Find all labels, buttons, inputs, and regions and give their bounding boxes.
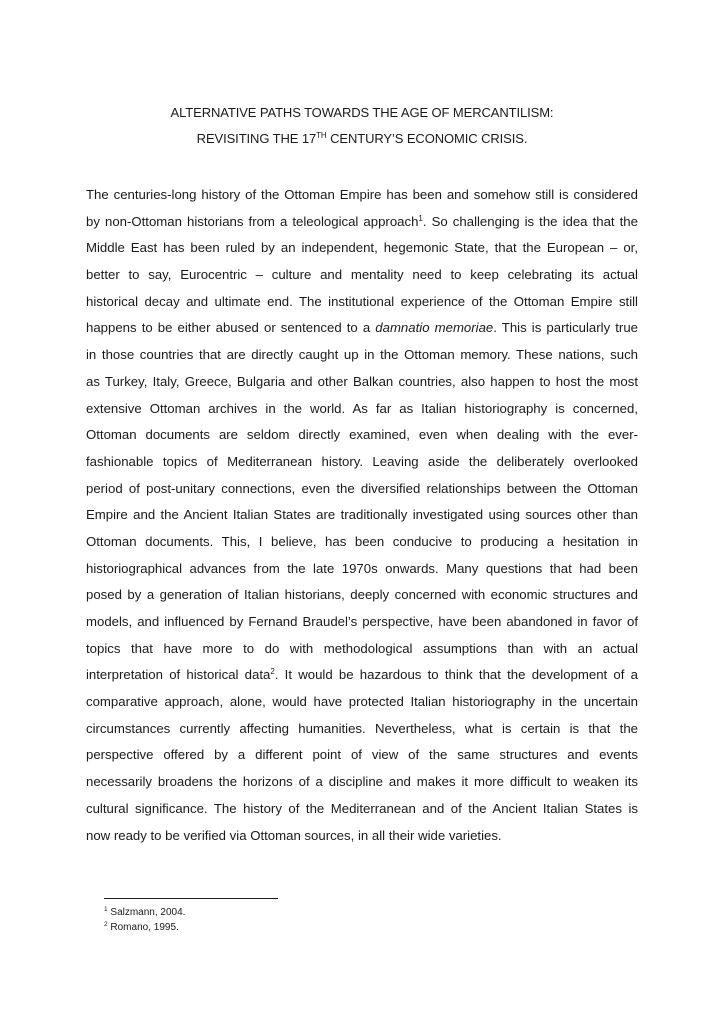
body-line: The centuries-long history of the Ottoman Empire has been and somehow still is considered — [86, 187, 638, 202]
body-line: as Turkey, Italy, Greece, Bulgaria and other Balkan countries, also happen to host the most — [86, 373, 638, 389]
footnote-ref-1[interactable]: 1 — [418, 213, 423, 223]
footnote-ref-2[interactable]: 2 — [270, 667, 275, 677]
body-line-text: by non-Ottoman historians from a teleological approach — [86, 213, 419, 229]
body-line-text: . So challenging is the idea that the — [422, 213, 638, 229]
body-line: Ottoman documents are seldom directly examined, even when dealing with the ever- — [86, 427, 638, 443]
body-line: posed by a generation of Italian historians, deeply concerned with economic structures and — [86, 587, 638, 603]
title-line-1: ALTERNATIVE PATHS TOWARDS THE AGE OF MERCANTILISM: — [170, 105, 554, 120]
body-line: necessarily broadens the horizons of a discipline and makes it more difficult to weaken its — [86, 774, 638, 790]
body-line — [86, 209, 638, 236]
body-line — [86, 315, 638, 342]
body-line: perspective offered by a different point of view of the same structures and events — [86, 747, 638, 763]
footnote-text: Salzmann, 2004. — [107, 907, 186, 918]
body-line: fashionable topics of Mediterranean history. Leaving aside the deliberately overlooked — [86, 453, 638, 469]
body-line: in those countries that are directly caught up in the Ottoman memory. These nations, such — [86, 347, 638, 363]
footnote-separator — [104, 898, 278, 899]
body-line: extensive Ottoman archives in the world. As far as Italian historiography is concerned, — [86, 400, 638, 416]
body-line-text: . It would be hazardous to think that the development of a — [274, 667, 638, 683]
body-line: Empire and the Ancient Italian States are traditionally investigated using sources other than — [86, 507, 638, 523]
title-superscript: TH — [316, 131, 327, 140]
body-line: topics that have more to do with methodological assumptions than with an actual — [86, 640, 638, 656]
footnote-text: Romano, 1995. — [107, 922, 179, 933]
body-line: now ready to be verified via Ottoman sources, in all their wide varieties. — [86, 827, 502, 843]
title-line-2-start: REVISITING THE 17 — [196, 131, 317, 146]
body-line-text: interpretation of historical data — [86, 667, 271, 683]
footnote-number: 2 — [104, 921, 108, 928]
body-line: cultural significance. The history of the Mediterranean and of the Ancient Italian States is — [86, 800, 638, 816]
body-line — [86, 662, 638, 689]
body-line: comparative approach, alone, would have protected Italian historiography in the uncertain — [86, 694, 638, 710]
italic-term: damnatio memoriae — [375, 320, 494, 336]
body-line-text: happens to be either abused or sentenced to a — [86, 320, 376, 336]
body-line: better to say, Eurocentric – culture and mentality need to keep celebrating its actual — [86, 267, 638, 283]
footnote-number: 1 — [104, 906, 108, 913]
body-line: Ottoman documents. This, I believe, has been conducive to producing a hesitation in — [86, 533, 638, 549]
footnote-1 — [104, 907, 185, 918]
body-paragraph — [86, 182, 638, 849]
body-line: circumstances currently affecting humanities. Nevertheless, what is certain is that the — [86, 720, 638, 736]
footnote-2 — [104, 922, 179, 933]
body-line: models, and influenced by Fernand Braudel’s perspective, have been abandoned in favor of — [86, 614, 638, 629]
body-line: period of post-unitary connections, even the diversified relationships between the Ottoman — [86, 480, 638, 496]
title-line-2-end: CENTURY’S ECONOMIC CRISIS. — [326, 131, 528, 146]
body-line: historical decay and ultimate end. The institutional experience of the Ottoman Empire still — [86, 293, 638, 309]
body-line-text: . This is particularly true — [493, 320, 638, 336]
body-line: historiographical advances from the late 1970s onwards. Many questions that had been — [86, 560, 638, 576]
body-line: Middle East has been ruled by an independent, hegemonic State, that the European – or, — [86, 240, 638, 256]
title-line-2 — [86, 131, 638, 146]
